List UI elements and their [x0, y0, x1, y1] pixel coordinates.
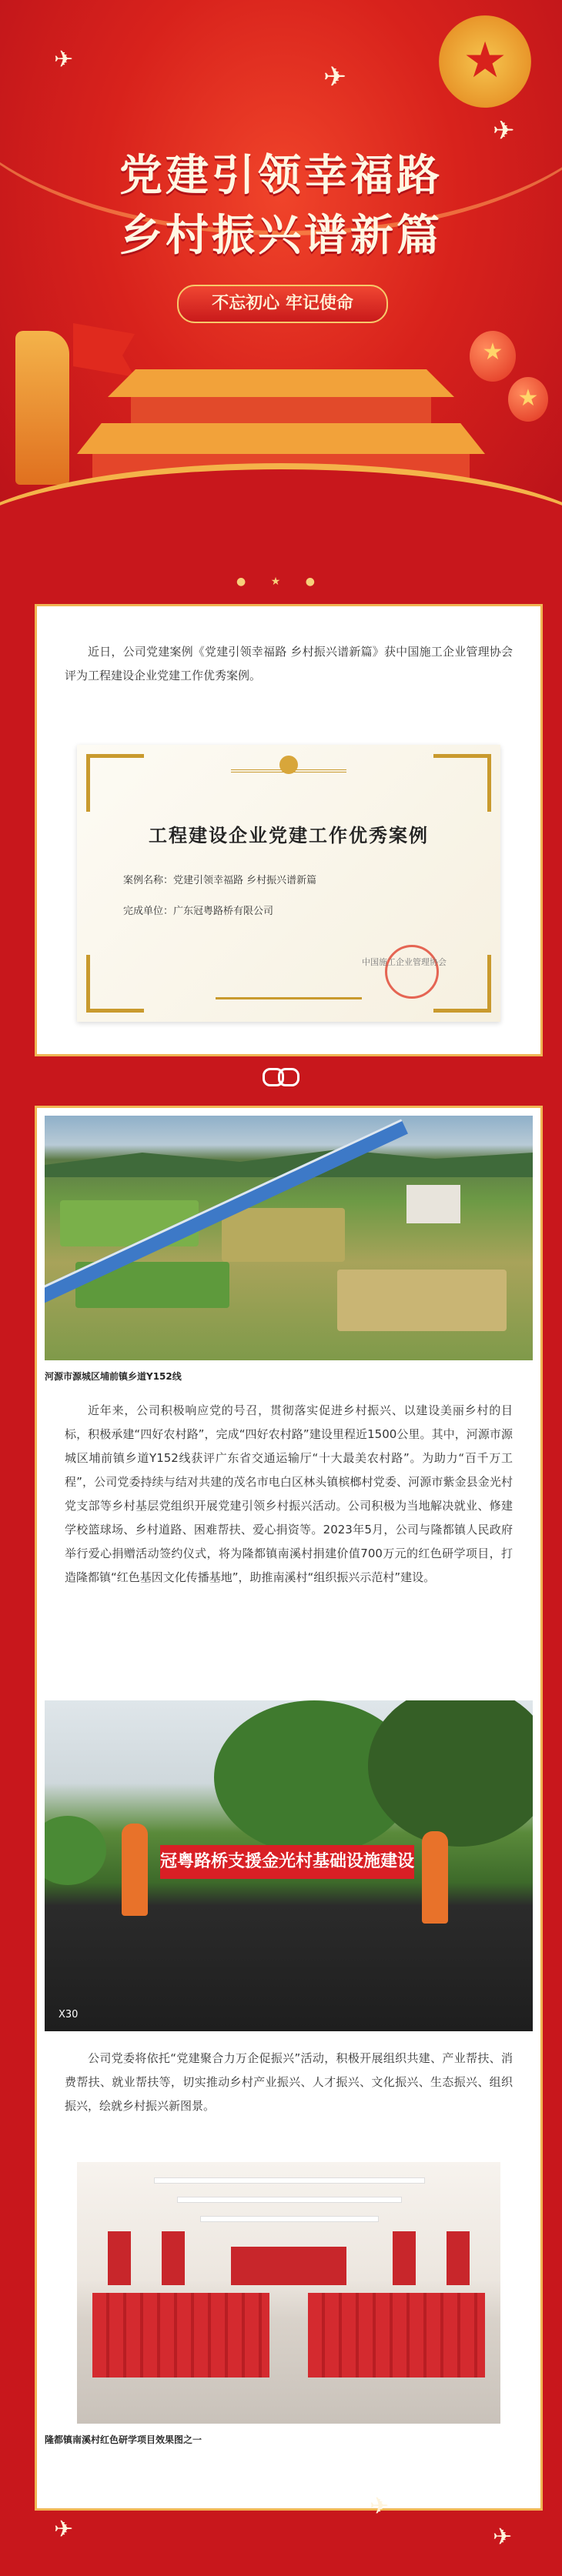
- person-figure: [122, 1824, 148, 1916]
- bird-icon: ✈: [323, 62, 347, 93]
- bird-icon: ✈: [54, 2516, 74, 2543]
- intro-card: [37, 606, 540, 1054]
- slogan-badge: 不忘初心 牢记使命: [177, 285, 388, 323]
- rural-road-photo: [45, 1116, 533, 1360]
- photo-caption: 河源市源城区埔前镇乡道Y152线: [45, 1371, 182, 1382]
- lecture-hall-rendering: [77, 2162, 500, 2424]
- bird-icon: ✈: [493, 2524, 513, 2551]
- decorative-dots: ● ★ ●: [236, 576, 326, 588]
- certificate-unit: 完成单位：广东冠粤路桥有限公司: [123, 906, 274, 917]
- article-card: [37, 1108, 540, 2508]
- seal-stamp-icon: [385, 945, 439, 999]
- body-paragraph: 公司党委将依托“党建聚合力万企促振兴”活动，积极开展组织共建、产业帮扶、消费帮扶、就业帮扶等，切实推动乡村产业振兴、人才振兴、文化振兴、生态振兴、组织振兴，绘就乡村振兴新图景。: [65, 2051, 513, 2113]
- hero-banner: [0, 0, 562, 554]
- star-icon: ★: [439, 15, 531, 108]
- certificate-case-name: 案例名称：党建引领幸福路 乡村振兴谱新篇: [123, 875, 317, 886]
- seats-illustration: [92, 2293, 269, 2377]
- person-figure: [422, 1831, 448, 1924]
- house-illustration: [406, 1185, 460, 1223]
- bird-icon: ✈: [493, 115, 515, 146]
- photo-caption: 隆都镇南溪村红色研学项目效果图之一: [45, 2434, 202, 2445]
- photo-banner-text: 冠粤路桥支援金光村基础设施建设: [160, 1845, 414, 1879]
- page-title: [0, 146, 562, 266]
- bird-icon: ✈: [370, 2493, 390, 2520]
- balloon-star-icon: ★: [470, 331, 516, 382]
- emblem-icon: [231, 769, 346, 789]
- balloon-star-icon: ★: [508, 377, 548, 422]
- bird-icon: ✈: [54, 46, 74, 73]
- certificate-title: 工程建设企业党建工作优秀案例: [149, 824, 429, 846]
- intro-paragraph: 近日，公司党建案例《党建引领幸福路 乡村振兴谱新篇》获中国施工企业管理协会评为工程建设企业党建工作优秀案例。: [65, 645, 513, 682]
- stage-illustration: [231, 2247, 346, 2285]
- seats-illustration: [308, 2293, 485, 2377]
- title-line-1: 党建引领幸福路: [119, 151, 443, 201]
- body-paragraph: 近年来，公司积极响应党的号召，贯彻落实促进乡村振兴、以建设美丽乡村的目标，积极承建“四好农村路”，完成“四好农村路”建设里程近1500公里。其中，河源市源城区埔前镇乡道Y152线获评广东省交通运输厅“十大最美农村路”。为助力“百千万工程”，公司党委持续与结对共建的茂名市电白区林头镇槟榔村党委、河源市紫金县金光村党支部等乡村基层党组织开展党建引领乡村振兴活动。公司积极为当地解决就业、修建学校篮球场、乡村道路、困难帮扶、爱心捐资等。2023年5月，公司与隆都镇人民政府举行爱心捐赠活动签约仪式，将为隆都镇南溪村捐建价值700万元的红色研学项目，打造隆都镇“红色基因文化传播基地”，助推南溪村“组织振兴示范村”建设。: [65, 1403, 513, 1584]
- camera-watermark: X30: [59, 2009, 79, 2020]
- certificate-issuer: 中国施工企业管理协会: [362, 957, 447, 967]
- title-line-2: 乡村振兴谱新篇: [119, 211, 443, 261]
- torch-monument-illustration: [15, 331, 69, 485]
- certificate-image: [77, 745, 500, 1022]
- volunteer-banner-photo: [45, 1700, 533, 2031]
- chain-link-icon: [259, 1068, 303, 1089]
